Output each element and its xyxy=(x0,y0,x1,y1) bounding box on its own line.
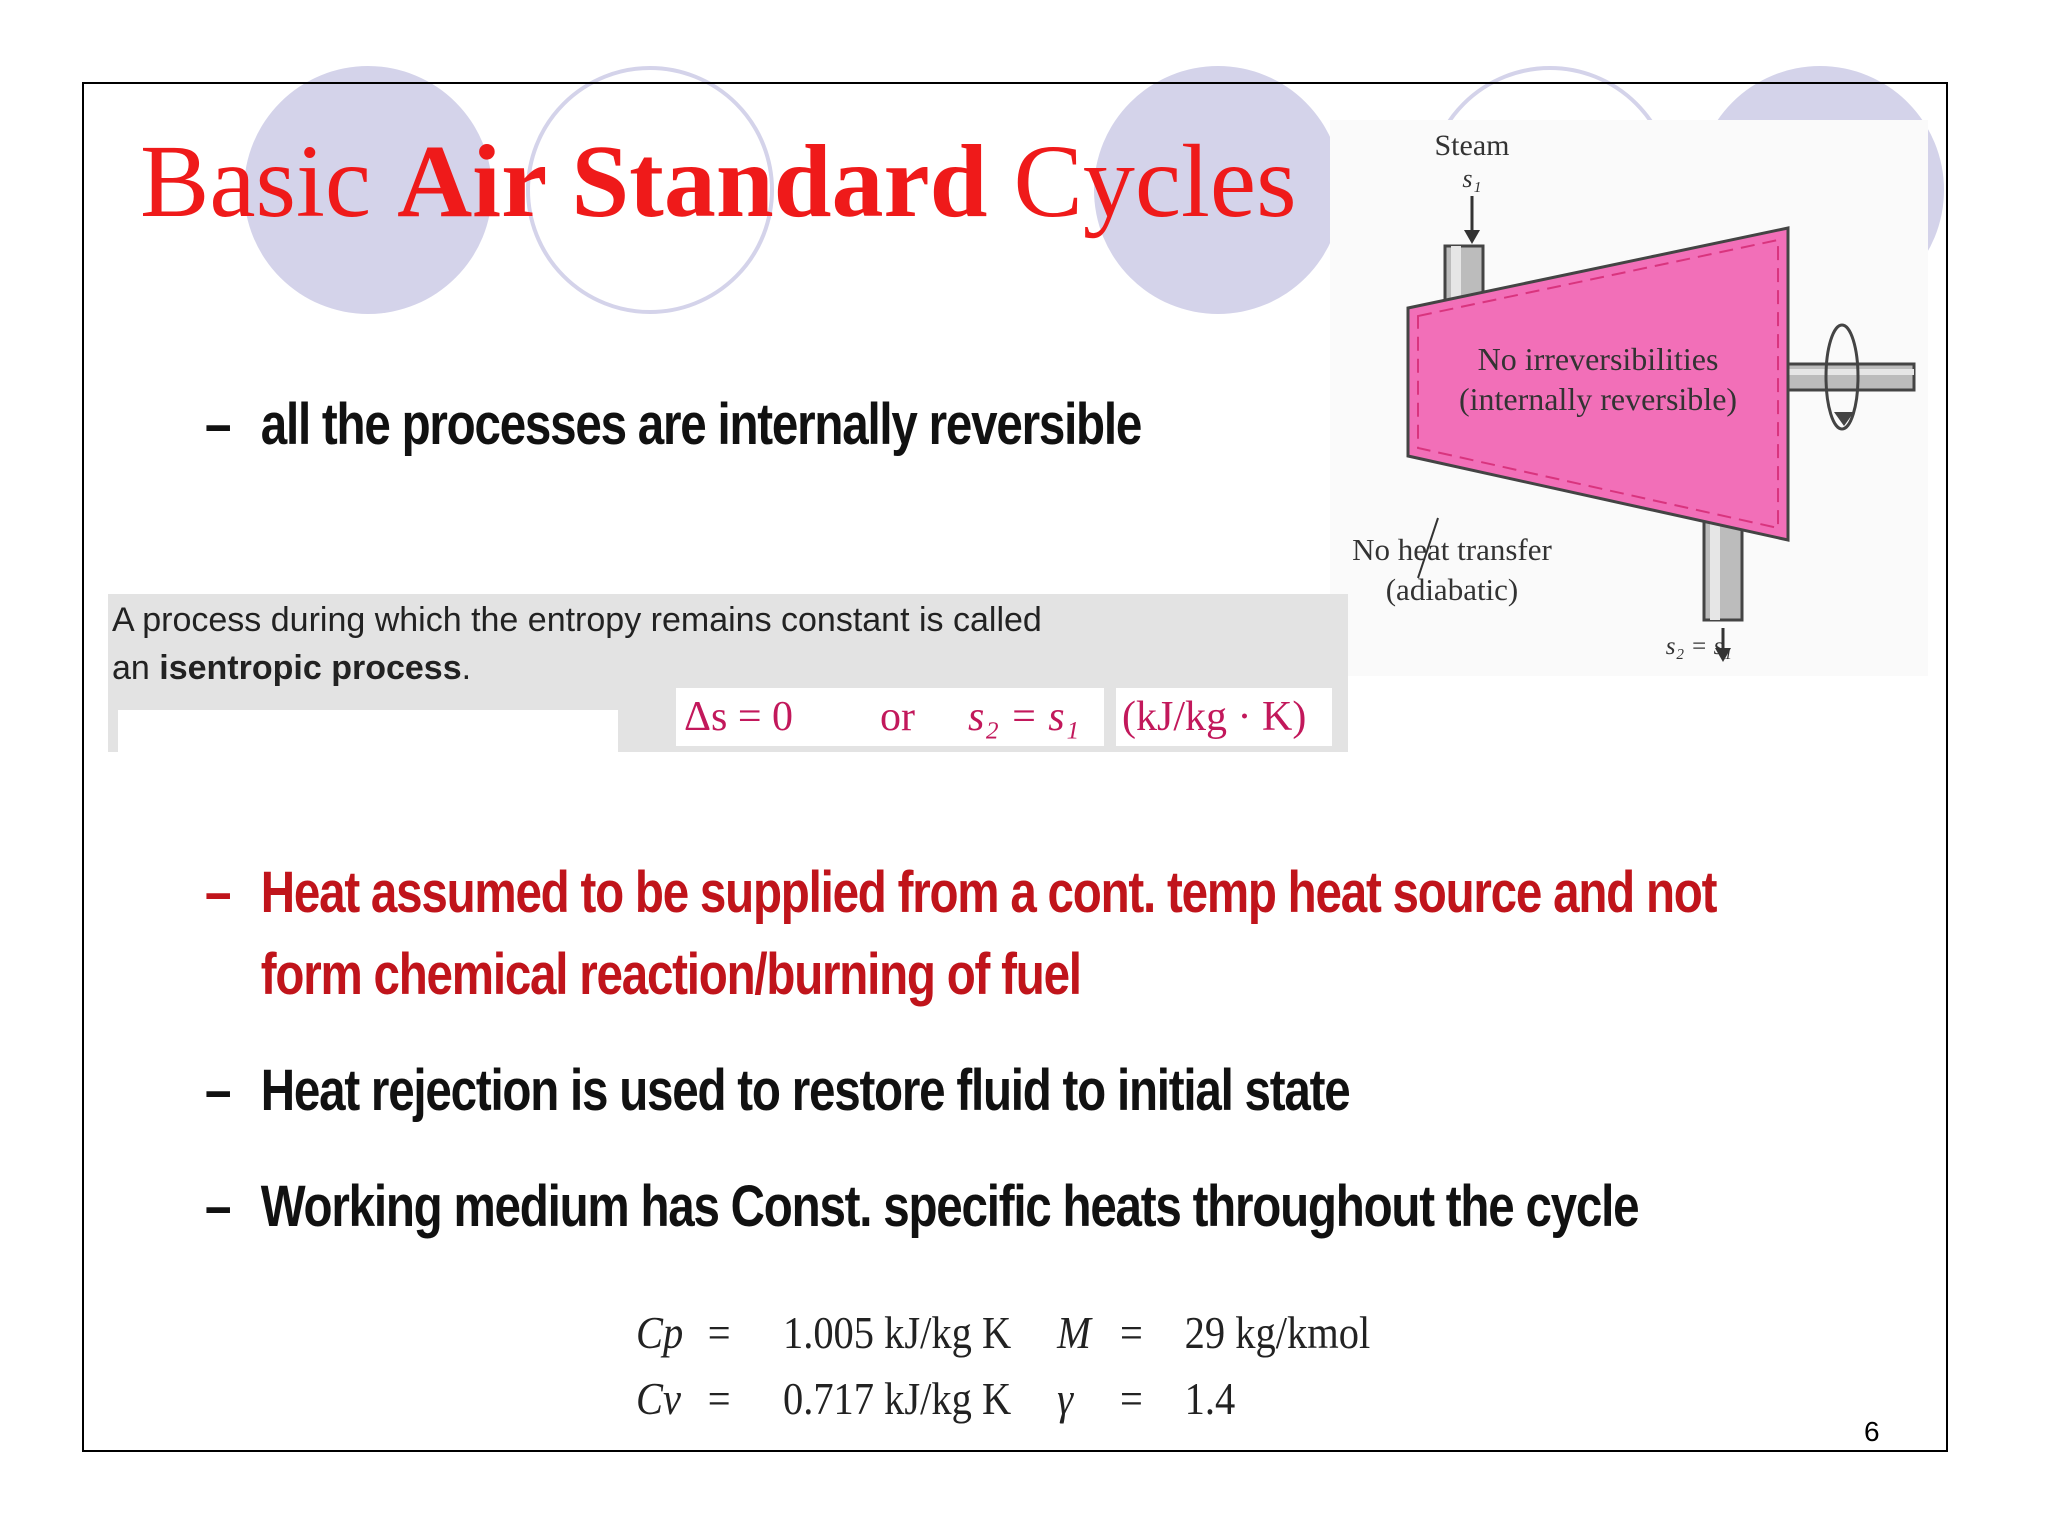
heat-label-1: No heat transfer xyxy=(1352,532,1552,567)
definition-white-patch xyxy=(118,710,618,752)
title-part-1: Basic xyxy=(140,124,398,239)
m-value: 29 kg/kmol xyxy=(1184,1307,1371,1358)
bullet-4 xyxy=(205,1166,1638,1248)
turbine-diagram xyxy=(1330,120,1928,676)
definition-suffix: . xyxy=(461,649,472,687)
title-part-3: Cycles xyxy=(987,124,1297,239)
properties-row-1 xyxy=(636,1300,1370,1366)
bullet-2 xyxy=(205,852,1716,1016)
bullet-dash: – xyxy=(205,1058,231,1123)
equation-units: (kJ/kg · K) xyxy=(1122,694,1307,740)
bullet-dash: – xyxy=(205,860,231,925)
bullet-4-text: Working medium has Const. specific heats throughout the cycle xyxy=(260,1174,1639,1239)
cp-value: 1.005 kJ/kg K xyxy=(782,1307,1012,1358)
center-label-2: (internally reversible) xyxy=(1458,381,1738,417)
definition-prefix: an xyxy=(112,649,160,687)
title-part-2: Air Standard xyxy=(397,124,988,239)
gamma-equals: = xyxy=(1120,1373,1143,1424)
cv-value: 0.717 kJ/kg K xyxy=(782,1373,1012,1424)
shaft-highlight xyxy=(1786,369,1914,375)
cp-equals: = xyxy=(707,1307,731,1358)
bullet-3-text: Heat rejection is used to restore fluid to initial state xyxy=(260,1058,1350,1123)
air-properties-table xyxy=(636,1300,1370,1432)
bullet-3 xyxy=(205,1050,1349,1132)
cv-equals: = xyxy=(707,1373,731,1424)
slide-title xyxy=(140,124,1297,239)
output-shaft xyxy=(1786,364,1914,390)
definition-line-1: A process during which the entropy remains constant is called xyxy=(112,601,1042,639)
outlet-pipe-highlight xyxy=(1710,510,1720,620)
bullet-2-text-1: Heat assumed to be supplied from a cont. temp heat source and not xyxy=(260,860,1717,925)
heat-label-2: (adiabatic) xyxy=(1385,572,1519,607)
page-number: 6 xyxy=(1864,1416,1880,1447)
outlet-entropy-label: s₂ = s₁ xyxy=(1665,633,1732,660)
bullet-2-line-1 xyxy=(205,852,1716,934)
turbine-figure xyxy=(1330,120,1928,676)
bullet-2-text-2: form chemical reaction/burning of fuel xyxy=(260,942,1081,1007)
definition-line-2 xyxy=(112,644,1042,692)
bullet-dash: – xyxy=(205,1174,231,1239)
gamma-value: 1.4 xyxy=(1184,1373,1236,1424)
bullet-dash: – xyxy=(205,392,231,457)
gamma-symbol: γ xyxy=(1057,1373,1074,1424)
m-symbol: M xyxy=(1057,1307,1091,1358)
properties-row-2 xyxy=(636,1366,1370,1432)
steam-label: Steam xyxy=(1434,129,1510,162)
bullet-1 xyxy=(205,384,1141,466)
equation-left: Δs = 0 xyxy=(684,694,794,740)
bullet-1-text: all the processes are internally reversible xyxy=(260,392,1142,457)
bullet-2-line-2 xyxy=(205,934,1716,1016)
inlet-arrowhead xyxy=(1464,230,1480,244)
center-label-1: No irreversibilities xyxy=(1477,341,1719,377)
inlet-entropy-label: s₁ xyxy=(1462,164,1482,193)
cp-symbol: Cp xyxy=(636,1307,684,1358)
equation-or: or xyxy=(880,694,915,740)
cv-symbol: Cv xyxy=(636,1373,681,1424)
equation-right: s₂ = s₁ xyxy=(968,694,1080,740)
definition-term: isentropic process xyxy=(159,649,462,687)
isentropic-definition-text xyxy=(112,596,1042,692)
m-equals: = xyxy=(1120,1307,1143,1358)
